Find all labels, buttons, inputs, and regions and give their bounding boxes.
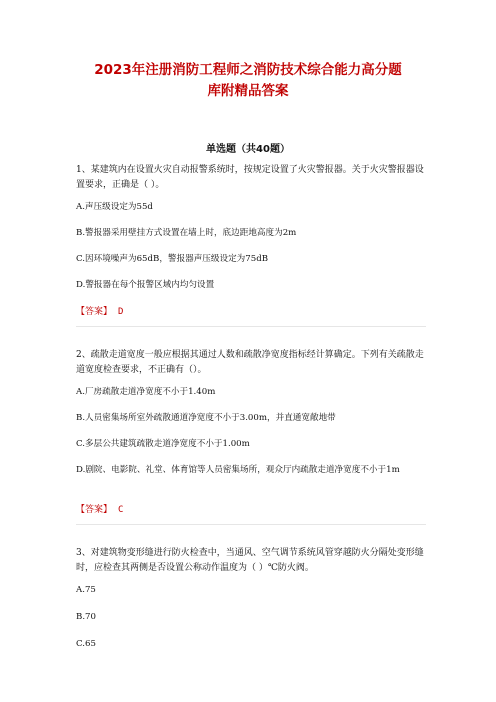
question-3-option-a: A.75 (76, 585, 96, 595)
question-2-option-d: D.剧院、电影院、礼堂、体育馆等人员密集场所，观众厅内疏散走道净宽度不小于1m (76, 465, 400, 475)
question-2-stem: 2、疏散走道宽度一般应根据其通过人数和疏散净宽度指标经计算确定。下列有关疏散走道宽度检查要求，不正确有（）。 (76, 350, 424, 375)
question-3-option-b: B.70 (76, 612, 96, 622)
question-1-option-d: D.警报器在每个报警区域内均匀设置 (76, 280, 215, 290)
document-title (60, 60, 436, 102)
title-line-1: 2023年注册消防工程师之消防技术综合能力高分题 (94, 62, 402, 78)
answer-value: D (118, 307, 124, 317)
question-1-option-c: C.因环境噪声为65dB，警报器声压级设定为75dB (76, 254, 269, 264)
question-divider (76, 326, 426, 327)
question-2-option-b: B.人员密集场所室外疏散通道净宽度不小于3.00m，并直通宽敞地带 (76, 413, 336, 423)
question-2-option-a: A.厂房疏散走道净宽度不小于1.40m (76, 387, 216, 397)
question-3-stem: 3、对建筑物变形缝进行防火检查中，当通风、空气调节系统风管穿越防火分隔处变形缝时，应检查其两侧是否设置公称动作温度为（ ）℃防火阀。 (76, 548, 424, 573)
question-1-stem: 1、某建筑内在设置火灾自动报警系统时，按规定设置了火灾警报器。关于火灾警报器设置要求，正确是（ ）。 (76, 165, 424, 190)
question-2-option-c: C.多层公共建筑疏散走道净宽度不小于1.00m (76, 439, 250, 449)
answer-value: C (118, 505, 124, 515)
question-2-answer (76, 502, 123, 515)
question-1-option-b: B.警报器采用壁挂方式设置在墙上时，底边距地高度为2m (76, 228, 297, 238)
question-1-answer (76, 304, 123, 317)
answer-label: 【答案】 (76, 505, 113, 515)
answer-label: 【答案】 (76, 307, 113, 317)
question-3-option-c: C.65 (76, 639, 96, 649)
title-line-2: 库附精品答案 (207, 83, 289, 99)
question-1-option-a: A.声压级设定为55d (76, 202, 153, 212)
question-divider (76, 524, 426, 525)
section-heading: 单选题（共40题） (206, 144, 290, 155)
